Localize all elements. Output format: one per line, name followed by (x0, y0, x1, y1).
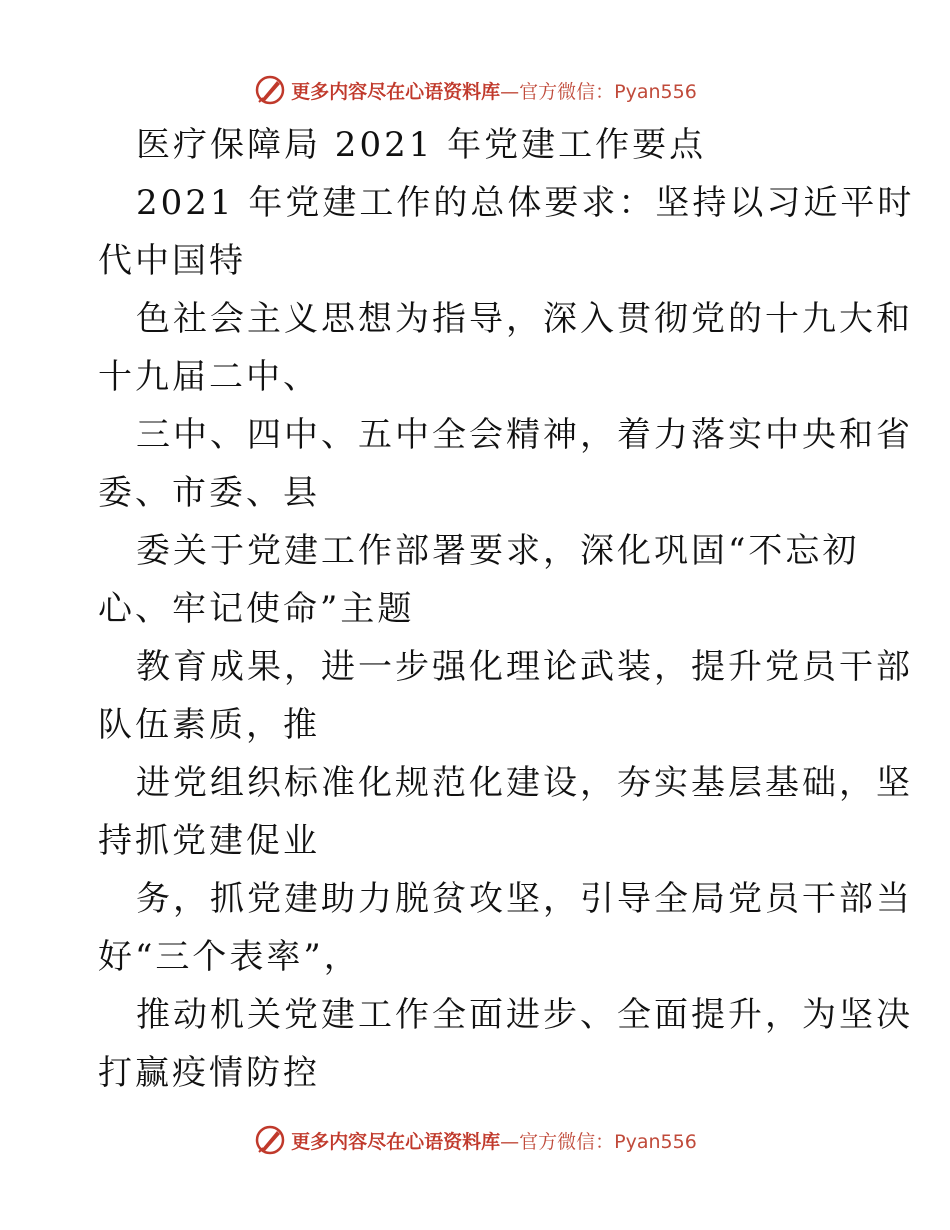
text-line: 心、牢记使命”主题 (98, 589, 415, 629)
text-line: 三中、四中、五中全会精神，着力落实中央和省 (136, 415, 913, 455)
text-line: 打赢疫情防控 (98, 1053, 320, 1093)
quill-pen-logo-icon (253, 73, 287, 107)
text-line: 色社会主义思想为指导，深入贯彻党的十九大和 (136, 299, 913, 339)
header-banner-title: 更多内容尽在心语资料库 (291, 80, 501, 103)
text-line: 十九届二中、 (98, 357, 320, 397)
text-line: 进党组织标准化规范化建设，夯实基层基础，坚 (136, 763, 913, 803)
footer-banner (0, 1120, 950, 1160)
text-line: 务，抓党建助力脱贫攻坚，引导全局党员干部当 (136, 879, 913, 919)
text-line: 代中国特 (98, 241, 246, 281)
footer-banner-title: 更多内容尽在心语资料库 (291, 1130, 501, 1153)
text-line: 持抓党建促业 (98, 821, 320, 861)
header-banner-separator: — (500, 80, 520, 103)
text-line: 委关于党建工作部署要求，深化巩固“不忘初 (136, 531, 860, 571)
header-banner-text (291, 77, 697, 104)
footer-banner-separator: — (500, 1130, 520, 1153)
text-line: 好“三个表率”， (98, 937, 361, 977)
document-title: 医疗保障局 2021 年党建工作要点 (136, 125, 707, 165)
quill-pen-logo-icon (253, 1123, 287, 1157)
footer-banner-suffix: 官方微信：Pyan556 (519, 1130, 697, 1153)
text-line: 队伍素质，推 (98, 705, 320, 745)
document-body (98, 116, 915, 1102)
header-banner-suffix: 官方微信：Pyan556 (519, 80, 697, 103)
header-banner (0, 70, 950, 110)
text-line: 推动机关党建工作全面进步、全面提升，为坚决 (136, 995, 913, 1035)
text-line: 2021 年党建工作的总体要求：坚持以习近平时 (136, 183, 915, 223)
text-line: 教育成果，进一步强化理论武装，提升党员干部 (136, 647, 913, 687)
text-line: 委、市委、县 (98, 473, 320, 513)
footer-banner-text (291, 1127, 697, 1154)
